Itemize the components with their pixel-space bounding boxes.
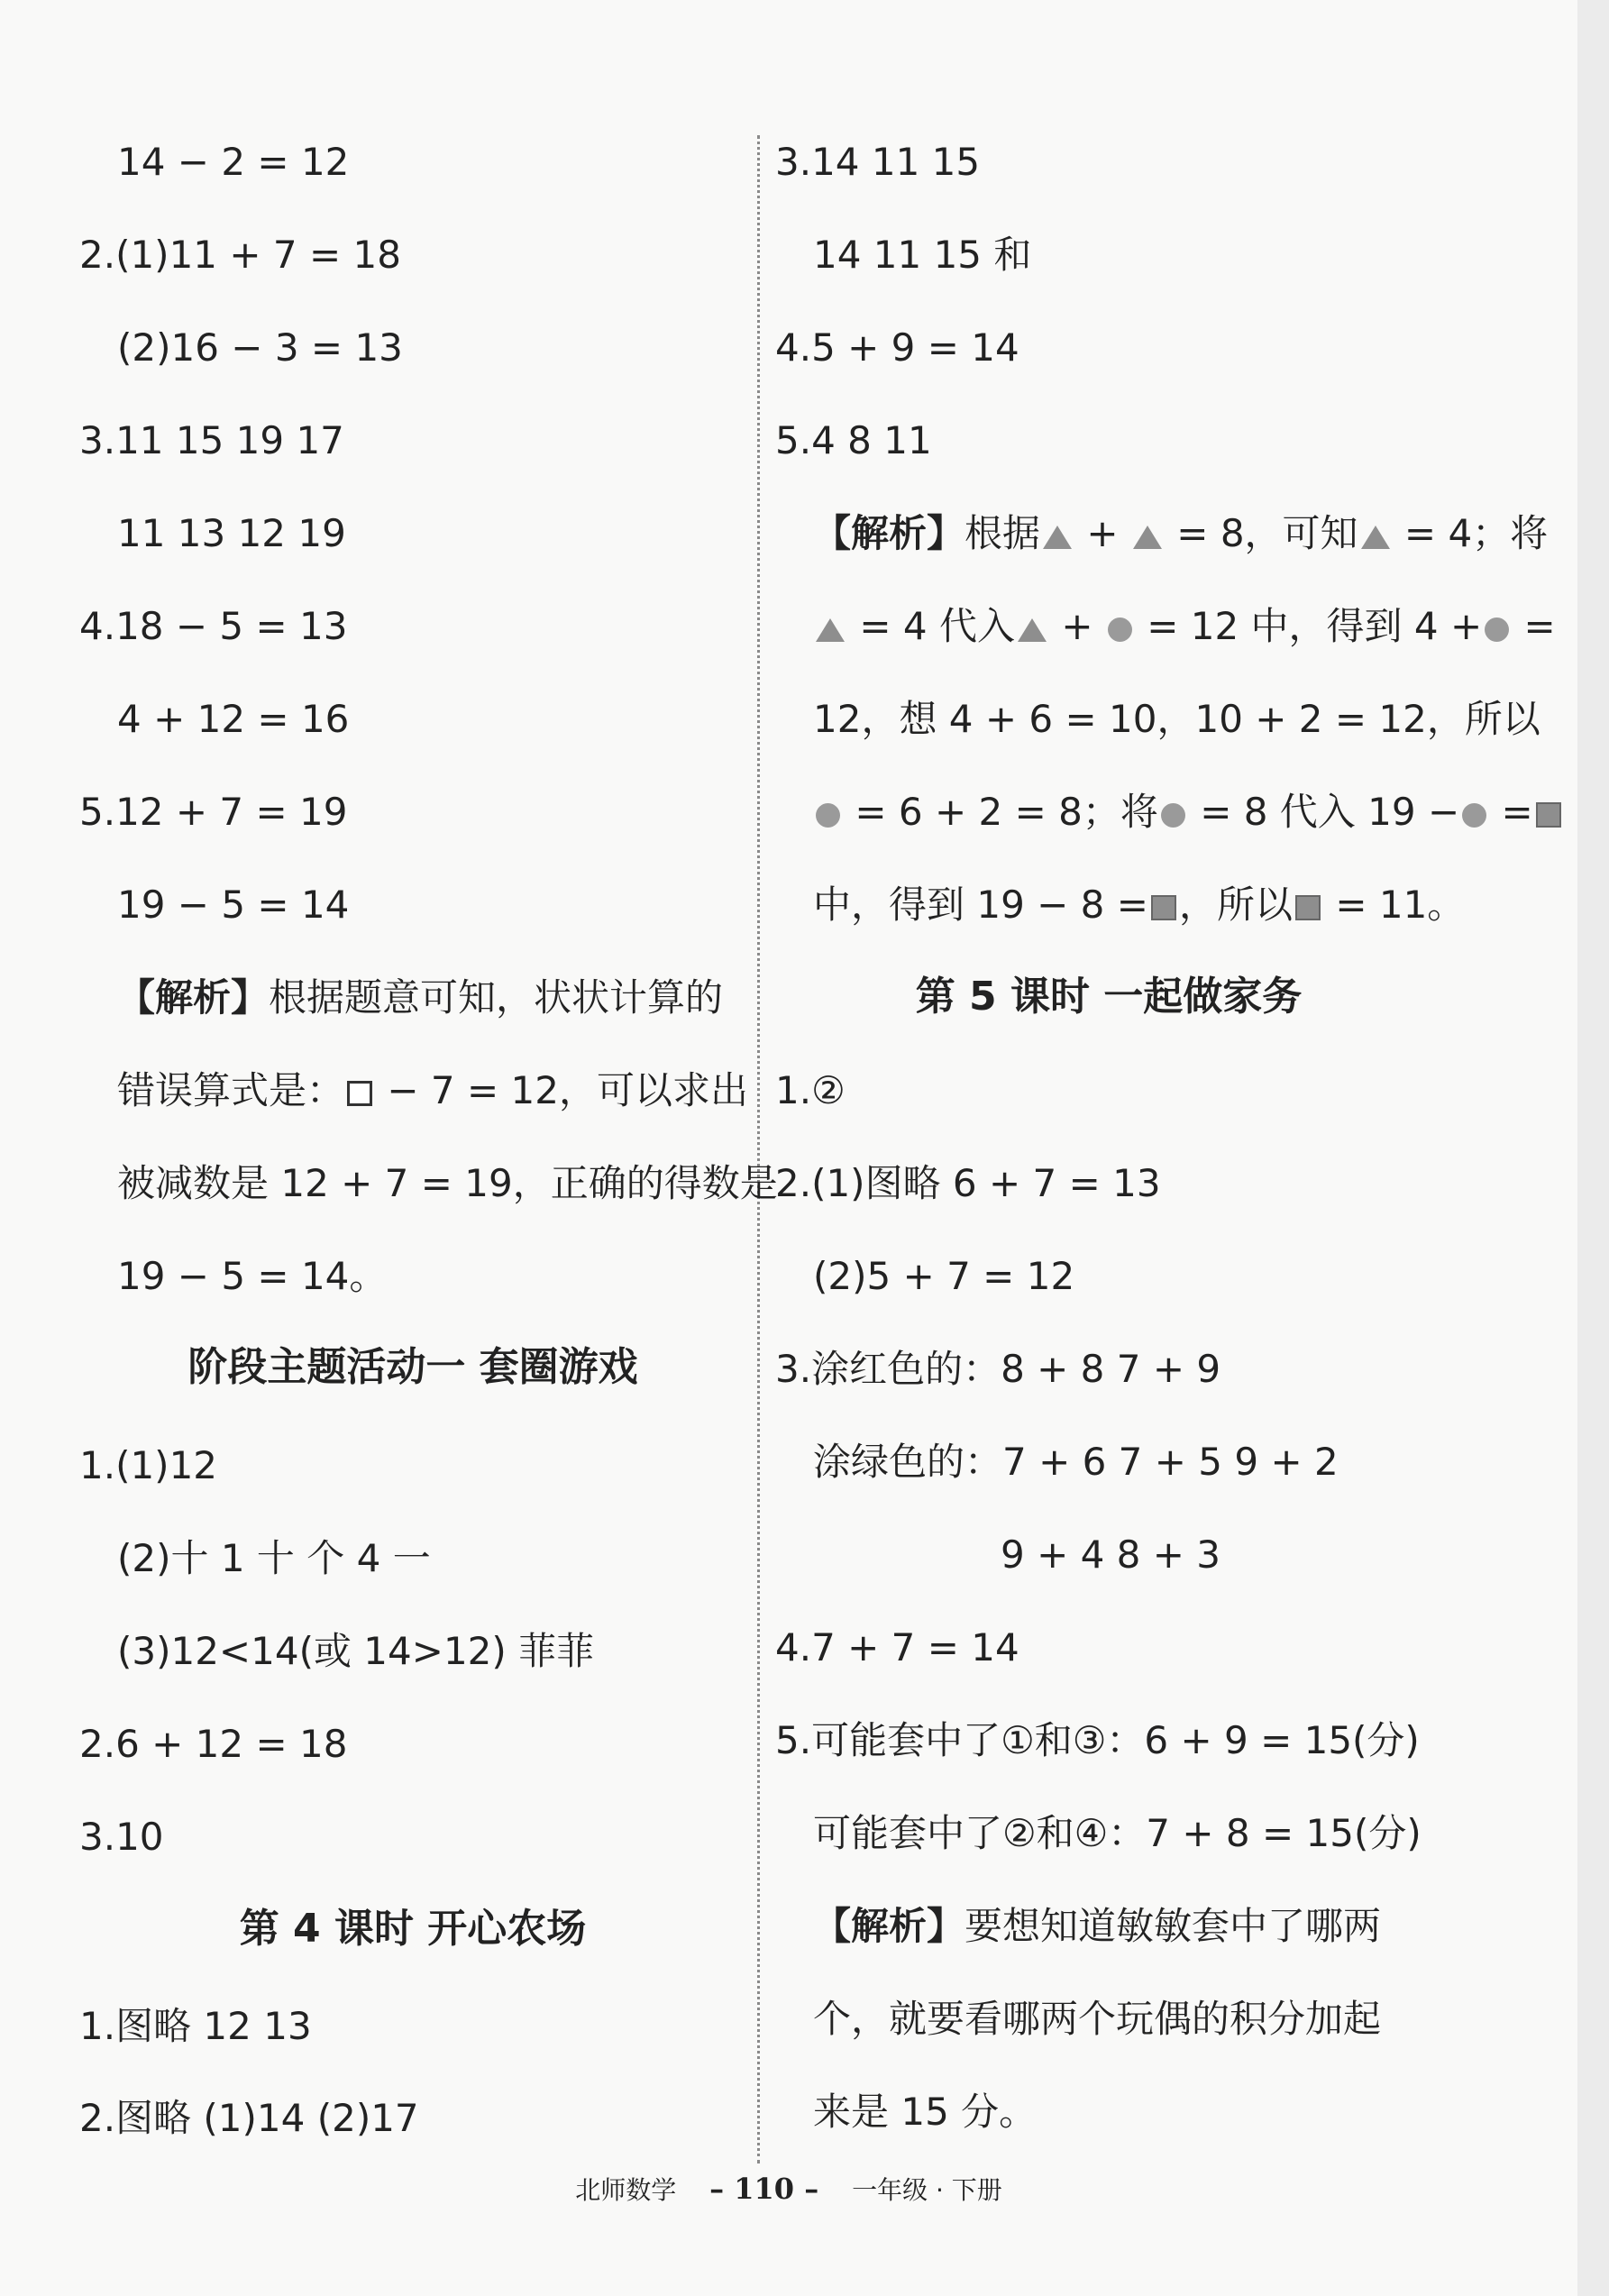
square-icon — [1295, 895, 1321, 920]
analysis-text: + — [1074, 511, 1130, 555]
answer-line: 3.10 — [79, 1815, 164, 1859]
answer-line: (2)16 − 3 = 13 — [117, 325, 403, 370]
analysis-tag: 【解析】 — [813, 1904, 965, 1948]
analysis-line: 被减数是 12 + 7 = 19，正确的得数是 — [117, 1161, 778, 1205]
analysis-line — [117, 1064, 748, 1118]
analysis-text: = — [1489, 790, 1533, 834]
answer-line: (2)5 + 7 = 12 — [813, 1254, 1075, 1298]
answer-line: 4.18 − 5 = 13 — [79, 604, 348, 648]
answer-line: 11 13 12 19 — [117, 511, 346, 555]
square-icon — [1536, 802, 1561, 828]
triangle-icon — [1361, 526, 1390, 549]
answer-line: 14 11 15 和 — [813, 233, 1032, 277]
analysis-text: ，所以 — [1178, 883, 1293, 927]
analysis-text: + — [1048, 604, 1105, 648]
analysis-line: 12，想 4 + 6 = 10，10 + 2 = 12，所以 — [813, 697, 1540, 741]
circle-icon — [1108, 617, 1132, 642]
section-heading: 阶段主题活动一 套圈游戏 — [187, 1344, 638, 1390]
answer-line: 4.7 + 7 = 14 — [775, 1625, 1019, 1669]
answer-line: 2.图略 (1)14 (2)17 — [79, 2096, 419, 2140]
circle-icon — [816, 803, 840, 828]
section-heading: 第 5 课时 一起做家务 — [915, 974, 1303, 1020]
analysis-text: = — [1512, 604, 1556, 648]
analysis-line: 个，就要看哪两个玩偶的积分加起 — [813, 1997, 1382, 2041]
answer-line: 1.② — [775, 1068, 846, 1112]
answer-line: 5.可能套中了①和③：6 + 9 = 15(分) — [775, 1718, 1420, 1762]
analysis-text: = 11。 — [1322, 883, 1466, 927]
analysis-text: = 12 中，得到 4 + — [1134, 604, 1483, 648]
analysis-text: 错误算式是： — [117, 1068, 345, 1112]
analysis-line: 来是 15 分。 — [813, 2090, 1038, 2134]
circle-icon — [1485, 617, 1509, 642]
triangle-icon — [816, 618, 845, 642]
answer-line: 4 + 12 = 16 — [117, 697, 350, 741]
analysis-line — [813, 878, 1465, 932]
analysis-tag: 【解析】 — [813, 511, 965, 555]
analysis-line — [813, 599, 1556, 654]
answer-line: 1.图略 12 13 — [79, 2004, 312, 2048]
answer-line: 可能套中了②和④：7 + 8 = 15(分) — [813, 1811, 1422, 1855]
analysis-text: = 4；将 — [1392, 511, 1549, 555]
triangle-icon — [1018, 618, 1047, 642]
triangle-icon — [1043, 526, 1072, 549]
analysis-line: 19 − 5 = 14。 — [117, 1254, 388, 1298]
section-heading: 第 4 课时 开心农场 — [239, 1906, 587, 1952]
answer-line: 9 + 4 8 + 3 — [1001, 1532, 1221, 1577]
analysis-text: 根据题意可知，状状计算的 — [269, 975, 724, 1020]
page-footer — [0, 2171, 1577, 2209]
answer-line: 3.涂红色的：8 + 8 7 + 9 — [775, 1347, 1221, 1391]
answer-line: (3)12<14(或 14>12) 菲菲 — [117, 1629, 595, 1673]
triangle-icon — [1133, 526, 1162, 549]
circle-icon — [1161, 803, 1185, 828]
right-column — [775, 0, 1556, 2209]
answer-line: 涂绿色的：7 + 6 7 + 5 9 + 2 — [813, 1440, 1339, 1484]
analysis-text: = 4 代入 — [847, 604, 1015, 648]
analysis-text: = 8 代入 19 − — [1187, 790, 1460, 834]
square-icon — [1151, 895, 1176, 920]
analysis-paragraph — [117, 971, 723, 1025]
answer-line: 3.11 15 19 17 — [79, 418, 344, 462]
analysis-text: = 8，可知 — [1164, 511, 1358, 555]
answer-line: 1.(1)12 — [79, 1443, 218, 1487]
answer-line: 2.(1)11 + 7 = 18 — [79, 233, 401, 277]
analysis-text: − 7 = 12，可以求出 — [375, 1068, 748, 1112]
analysis-line — [813, 1899, 1381, 1953]
answer-line: 19 − 5 = 14 — [117, 883, 350, 927]
answer-line: 2.(1)图略 6 + 7 = 13 — [775, 1161, 1161, 1205]
analysis-line — [813, 507, 1548, 561]
answer-line: 14 − 2 = 12 — [117, 140, 350, 184]
analysis-tag: 【解析】 — [117, 975, 270, 1020]
analysis-text: = 6 + 2 = 8；将 — [843, 790, 1158, 834]
footer-grade: 一年级 · 下册 — [852, 2175, 1002, 2205]
footer-book-title: 北师数学 — [575, 2175, 677, 2205]
analysis-line — [813, 785, 1564, 839]
circle-icon — [1462, 803, 1486, 828]
analysis-text: 根据 — [964, 511, 1041, 555]
analysis-text: 要想知道敏敏套中了哪两 — [964, 1904, 1382, 1948]
blank-box-icon — [347, 1081, 372, 1106]
column-divider — [757, 135, 760, 2163]
answer-line: 3.14 11 15 — [775, 140, 981, 184]
analysis-text: 中，得到 19 − 8 = — [813, 883, 1148, 927]
answer-line: 5.4 8 11 — [775, 418, 932, 462]
page-number: – 110 – — [709, 2172, 819, 2206]
answer-line: 5.12 + 7 = 19 — [79, 790, 348, 834]
answer-line: 4.5 + 9 = 14 — [775, 325, 1019, 370]
answer-line: 2.6 + 12 = 18 — [79, 1722, 348, 1766]
answer-line: (2)十 1 十 个 4 一 — [117, 1536, 431, 1580]
